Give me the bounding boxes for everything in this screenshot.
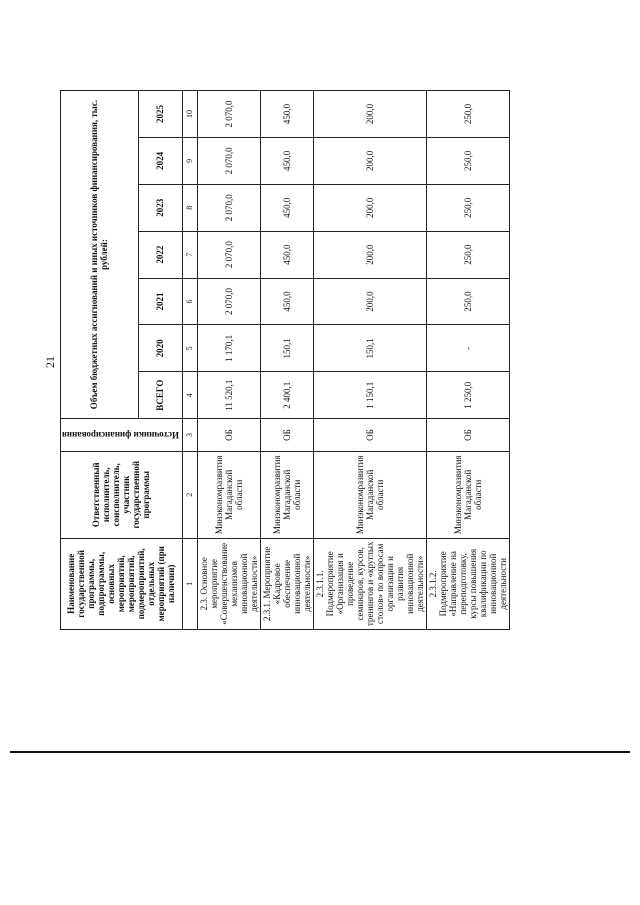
header-year: 2022 — [138, 231, 182, 278]
row-value: 250,0 — [426, 137, 509, 184]
table-row — [313, 91, 426, 630]
row-value: 11 520,1 — [197, 372, 260, 419]
column-number: 3 — [182, 419, 197, 452]
row-value: 150,1 — [313, 325, 426, 372]
row-value: 250,0 — [426, 184, 509, 231]
row-value: 450,0 — [260, 137, 313, 184]
row-name: 2.3. Основное мероприятие «Совершенствование механизмов инновационной деятельности» — [197, 538, 260, 629]
column-number: 2 — [182, 451, 197, 538]
page-number: 21 — [43, 356, 57, 368]
row-source: ОБ — [426, 419, 509, 452]
row-value: 2 070,0 — [197, 231, 260, 278]
header-source: Источники финансирования — [62, 430, 179, 441]
header-funding-group: Объем бюджетных ассигнований и иных источников финансирования, тыс. рублей: — [61, 91, 139, 419]
column-number: 8 — [182, 184, 197, 231]
row-responsible: Минэкономразвития Магаданской области — [197, 451, 260, 538]
row-value: 2 070,0 — [197, 184, 260, 231]
rotated-table-inner — [60, 20, 600, 630]
row-value: 1 250,0 — [426, 372, 509, 419]
row-value: 450,0 — [260, 278, 313, 325]
row-value: - — [426, 325, 509, 372]
row-value: 200,0 — [313, 278, 426, 325]
header-year: 2023 — [138, 184, 182, 231]
header-responsible: Ответственный исполнитель, соисполнитель, участник государственной программы — [61, 451, 183, 538]
column-number: 4 — [182, 372, 197, 419]
header-year: 2025 — [138, 91, 182, 138]
row-value: 150,1 — [260, 325, 313, 372]
row-source: ОБ — [197, 419, 260, 452]
row-value: 200,0 — [313, 91, 426, 138]
table-row — [260, 91, 313, 630]
row-name: 2.3.1.2. Подмероприятие «Направление на переподготовку, курсы повышения квалификации по инновационной деятельности — [426, 538, 509, 629]
row-value: 250,0 — [426, 91, 509, 138]
page-separator-line — [10, 751, 630, 753]
row-value: 450,0 — [260, 231, 313, 278]
row-responsible: Минэкономразвития Магаданской области — [426, 451, 509, 538]
row-value: 200,0 — [313, 231, 426, 278]
column-number: 9 — [182, 137, 197, 184]
rotated-table-container — [60, 20, 640, 627]
row-source: ОБ — [313, 419, 426, 452]
row-name: 2.3.1. Мероприятие «Кадровое обеспечение инновационной деятельности» — [260, 538, 313, 629]
row-value: 1 150,1 — [313, 372, 426, 419]
row-responsible: Минэкономразвития Магаданской области — [260, 451, 313, 538]
row-value: 1 170,1 — [197, 325, 260, 372]
column-number: 1 — [182, 538, 197, 629]
row-source: ОБ — [260, 419, 313, 452]
header-year: 2021 — [138, 278, 182, 325]
header-year: 2024 — [138, 137, 182, 184]
header-year: ВСЕГО — [138, 372, 182, 419]
table-row — [197, 91, 260, 630]
column-number: 6 — [182, 278, 197, 325]
row-value: 200,0 — [313, 137, 426, 184]
column-number: 7 — [182, 231, 197, 278]
row-responsible: Минэкономразвития Магаданской области — [313, 451, 426, 538]
column-number: 5 — [182, 325, 197, 372]
row-value: 200,0 — [313, 184, 426, 231]
column-number: 10 — [182, 91, 197, 138]
row-name: 2.3.1.1. Подмероприятие «Организация и проведение семинаров, курсов, тренингов и «круглых столов» по вопросам организации и развития инновационной деятельности» — [313, 538, 426, 629]
row-value: 2 070,0 — [197, 278, 260, 325]
row-value: 2 070,0 — [197, 91, 260, 138]
row-value: 450,0 — [260, 91, 313, 138]
row-value: 2 400,1 — [260, 372, 313, 419]
header-source-cell — [61, 419, 183, 452]
row-value: 250,0 — [426, 278, 509, 325]
table-row — [426, 91, 509, 630]
header-year: 2020 — [138, 325, 182, 372]
header-name: Наименование государственной программы, подпрограммы, основных мероприятий, мероприятий, подмероприятий, отдельных мероприятий (при наличии) — [61, 538, 183, 629]
row-value: 250,0 — [426, 231, 509, 278]
funding-table — [60, 90, 510, 630]
row-value: 2 070,0 — [197, 137, 260, 184]
row-value: 450,0 — [260, 184, 313, 231]
